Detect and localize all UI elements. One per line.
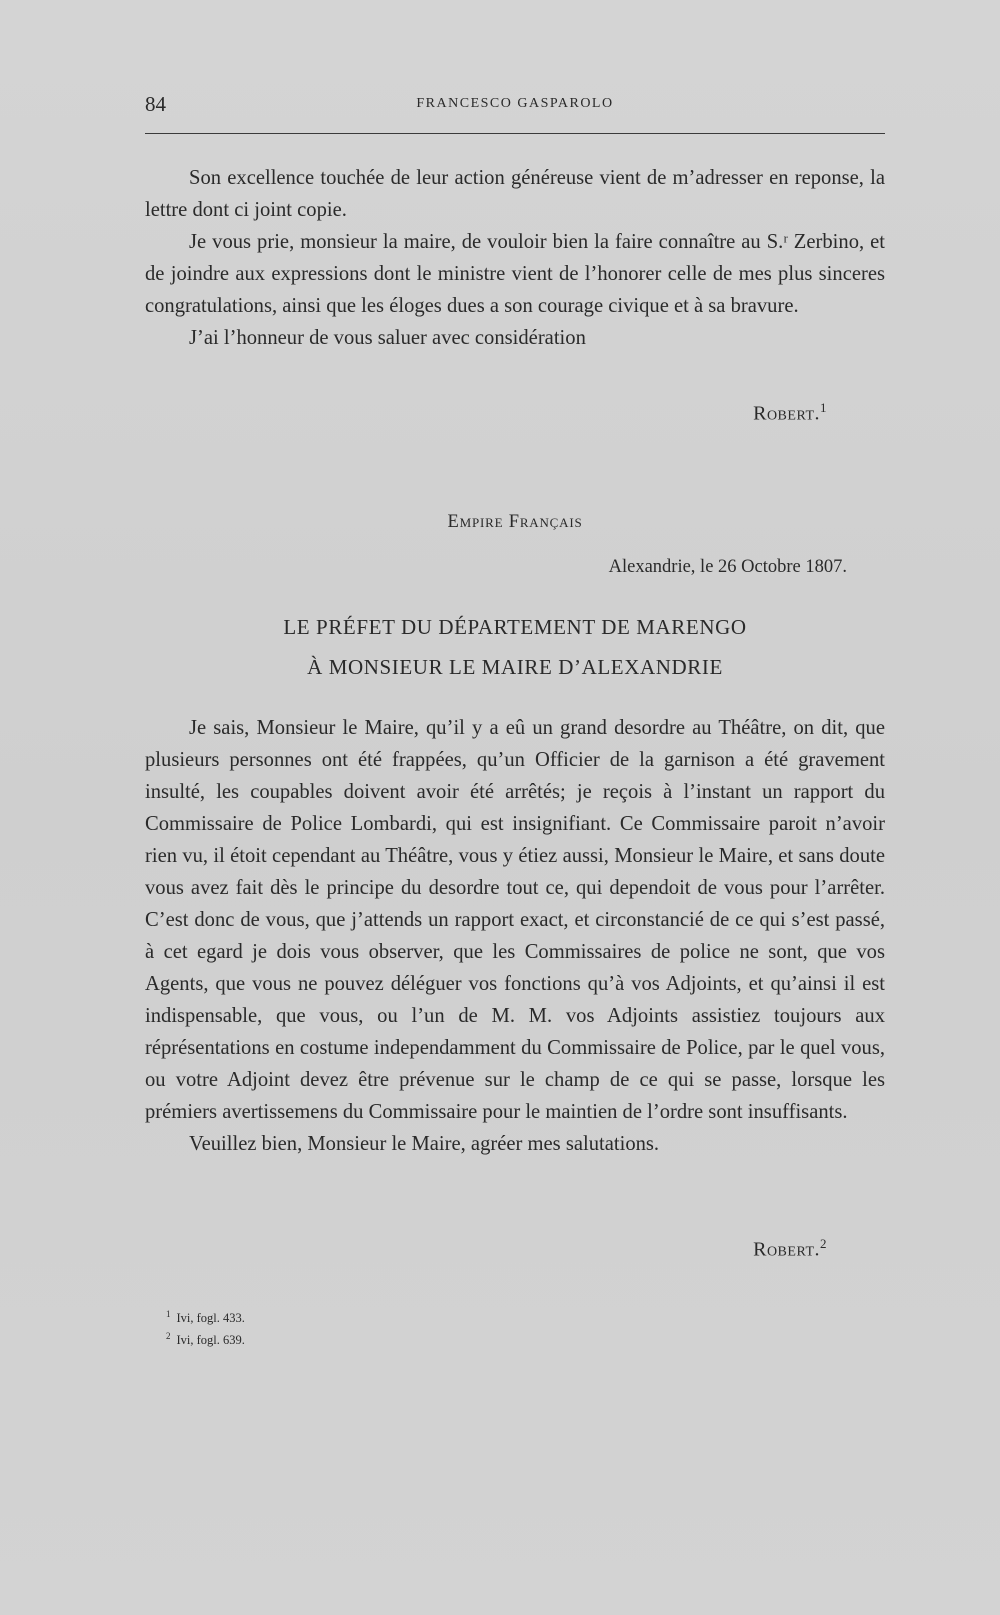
footnote (166, 1305, 245, 1327)
title-line: À MONSIEUR LE MAIRE D’ALEXANDRIE (307, 655, 723, 679)
signature-name: Robert. (753, 402, 820, 425)
footnote-text: Ivi, fogl. 639. (176, 1333, 245, 1348)
letter-2-body (145, 712, 885, 1160)
paragraph: Veuillez bien, Monsieur le Maire, agréer mes salutations. (189, 1133, 660, 1155)
title-line: LE PRÉFET DU DÉPARTEMENT DE MARENGO (283, 615, 747, 639)
paragraph: Je sais, Monsieur le Maire, qu’il y a eû un grand desordre au Théâtre, on dit, que plusieurs personnes ont été frappées, qu’un Officier de la garnison a été gravement insulté, les coupables doivent avoir été arrêtés; je reçois à l’instant un rapport du Commissaire de Police Lombardi, qui est insignifiant. Ce Commissaire paroit n’avoir rien vu, il étoit cependant au Théâtre, vous y étiez aussi, Monsieur le Maire, et sans doute vous avez fait dès le principe du desordre tout ce, qui dependoit de vous pour l’arrêter. C’est donc de vous, que j’attends un rapport exact, et circonstancié de ce qui s’est passé, à cet egard je dois vous observer, que les Commissaires de police ne sont, que vos Agents, que vous ne pouvez déléguer vos fonctions qu’à vos Adjoints, et qu’ainsi il est indispensable, que vous, ou l’un de M. M. vos Adjoints assistiez toujours aux réprésentations en costume independamment du Commissaire de Police, par le quel vous, ou votre Adjoint devez être prévenue sur le champ de ce qui se passe, lorsque les prémiers avertissemens du Commissaire pour le maintien de l’ordre sont insuffisants. (145, 717, 885, 1123)
section-heading: Empire Français (447, 512, 583, 532)
letter-2-signature (145, 1236, 827, 1262)
page-header (145, 92, 885, 122)
footnote-mark: 1 (166, 1309, 171, 1319)
letter-1-signature (145, 400, 827, 426)
paragraph: J’ai l’honneur de vous saluer avec considération (189, 327, 586, 349)
letter-1-body (145, 162, 885, 354)
page-number: 84 (145, 92, 166, 116)
letter-title (145, 607, 885, 687)
paragraph: Je vous prie, monsieur la maire, de vouloir bien la faire connaître au S.ʳ Zerbino, et de joindre aux expressions dont le ministre vient de l’honorer celle de mes plus sinceres congratulations, ainsi que les éloges dues a son courage civique et à sa bravure. (145, 231, 885, 317)
footnote (166, 1327, 245, 1349)
signature-name: Robert. (753, 1238, 820, 1261)
footnote-ref: 2 (820, 1236, 827, 1251)
footnotes (166, 1305, 245, 1349)
paragraph: Son excellence touchée de leur action généreuse vient de m’adresser en reponse, la lettre dont ci joint copie. (145, 167, 885, 221)
header-rule (145, 133, 885, 134)
footnote-ref: 1 (820, 400, 827, 415)
footnote-text: Ivi, fogl. 433. (176, 1311, 245, 1326)
dateline: Alexandrie, le 26 Octobre 1807. (608, 557, 847, 577)
running-head: FRANCESCO GASPAROLO (416, 96, 614, 111)
footnote-mark: 2 (166, 1331, 171, 1342)
